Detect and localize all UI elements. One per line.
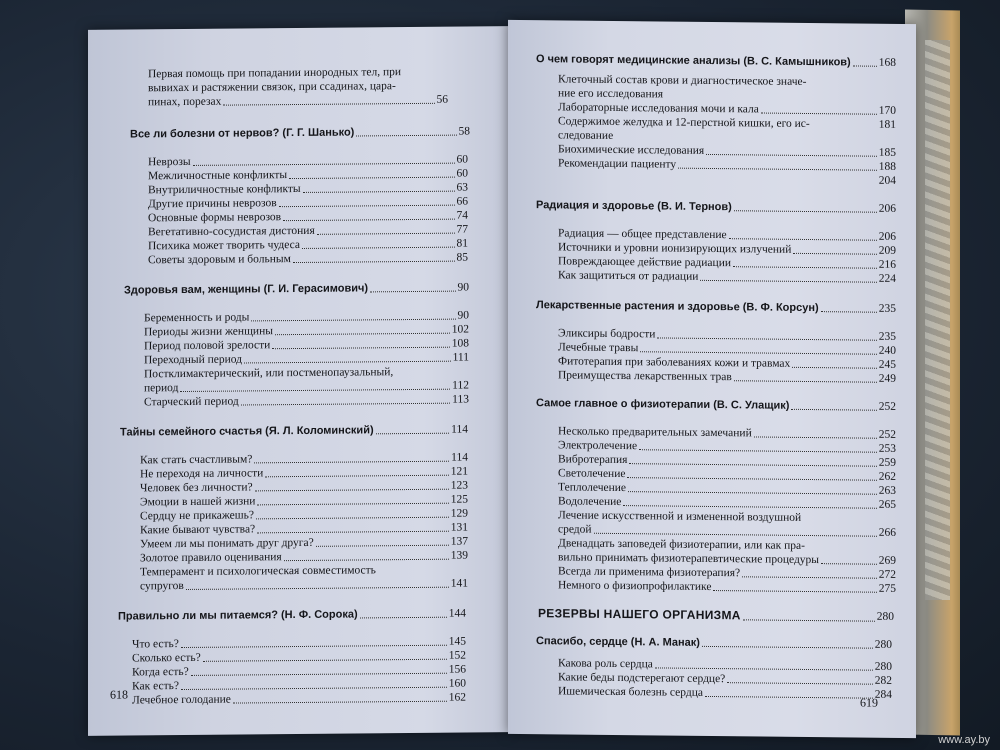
toc-leader-dots — [265, 475, 448, 478]
toc-entry — [148, 251, 468, 268]
toc-leader-dots — [627, 477, 876, 481]
toc-entry-page: 170 — [878, 104, 896, 117]
toc-entry-page: 181 — [878, 118, 896, 131]
toc-leader-dots — [370, 291, 455, 293]
toc-leader-dots — [191, 673, 447, 676]
toc-leader-dots — [251, 319, 455, 322]
toc-section-entry — [120, 423, 468, 440]
toc-entry-title: Основные формы неврозов — [148, 211, 282, 225]
toc-entry-page: 145 — [448, 635, 466, 648]
toc-entry-title: следование — [558, 129, 614, 142]
toc-entry-page: 272 — [878, 568, 896, 581]
toc-entry-title: Беременность и роды — [144, 311, 250, 325]
toc-entry-title: Как стать счастливым? — [140, 453, 253, 467]
toc-entry-page: 235 — [878, 302, 896, 315]
toc-entry-title: Источники и уровни ионизирующих излучений — [558, 241, 792, 256]
toc-entry-page: 85 — [456, 251, 468, 264]
toc-entry-page: 90 — [457, 309, 469, 322]
toc-leader-dots — [594, 533, 877, 537]
toc-leader-dots — [293, 261, 455, 263]
toc-entry-title: Электролечение — [558, 439, 638, 453]
toc-entry — [558, 368, 896, 386]
toc-entry-page: 77 — [456, 223, 468, 236]
toc-entry-title: Двенадцать заповедей физиотерапии, или как пра- — [558, 537, 805, 552]
toc-entry-title: Человек без личности? — [140, 481, 253, 495]
toc-entry-title: Какие беды подстерегают сердце? — [558, 671, 726, 686]
toc-entry-title: Что есть? — [132, 638, 179, 651]
toc-section-entry — [130, 124, 470, 141]
toc-leader-dots — [792, 367, 876, 369]
toc-leader-dots — [181, 687, 447, 690]
toc-leader-dots — [289, 177, 454, 179]
toc-entry-title: Не переходя на личности — [140, 467, 264, 481]
toc-leader-dots — [761, 113, 877, 115]
toc-entry-title: Другие причины неврозов — [148, 197, 277, 211]
toc-entry-title: Повреждающее действие радиации — [558, 255, 731, 270]
toc-entry — [558, 578, 896, 596]
toc-section-entry — [536, 52, 896, 70]
toc-leader-dots — [657, 337, 876, 340]
toc-leader-dots — [275, 333, 450, 336]
toc-entry-title: Клеточный состав крови и диагностическое значе- — [558, 73, 807, 88]
toc-leader-dots — [734, 380, 877, 382]
toc-entry-page: 113 — [452, 393, 469, 406]
toc-leader-dots — [257, 503, 448, 506]
toc-entry-page: 144 — [448, 607, 466, 620]
toc-leader-dots — [316, 545, 449, 547]
toc-entry — [558, 268, 896, 286]
toc-section-entry — [124, 281, 469, 298]
toc-entry-title: вильно принимать физиотерапевтические процедуры — [558, 551, 820, 567]
toc-leader-dots — [733, 266, 877, 269]
toc-entry-title: Светолечение — [558, 467, 626, 481]
toc-leader-dots — [713, 590, 876, 593]
toc-leader-dots — [655, 667, 873, 670]
toc-leader-dots — [256, 517, 449, 520]
toc-entry-title: Фитотерапия при заболеваниях кожи и травмах — [558, 355, 791, 370]
toc-leader-dots — [623, 505, 876, 509]
toc-entry — [144, 393, 469, 410]
toc-entry-page: 156 — [448, 663, 466, 676]
toc-leader-dots — [821, 563, 877, 565]
toc-entry-page: 56 — [436, 93, 448, 106]
toc-leader-dots — [186, 587, 449, 590]
toc-leader-dots — [734, 210, 877, 212]
toc-entry-title: Лечебное голодание — [132, 693, 231, 707]
toc-leader-dots — [793, 253, 876, 255]
toc-entry-page: 263 — [878, 484, 896, 497]
toc-leader-dots — [181, 645, 447, 648]
toc-entry-title: пинах, порезах — [148, 95, 222, 109]
toc-entry-page: 265 — [878, 498, 896, 511]
toc-leader-dots — [223, 103, 434, 106]
toc-leader-dots — [700, 280, 876, 283]
toc-entry-title: О чем говорят медицинские анализы (В. С. Камышников) — [536, 53, 851, 69]
toc-entry-page: 114 — [451, 423, 468, 436]
toc-entry-page: 209 — [878, 244, 896, 257]
toc-entry-title: Теплолечение — [558, 481, 627, 495]
toc-entry-title: Лечебные травы — [558, 341, 639, 355]
toc-entry-title: Какие бывают чувства? — [140, 523, 256, 537]
toc-leader-dots — [302, 247, 455, 249]
toc-entry-title: супругов — [140, 579, 184, 593]
toc-entry-page: 168 — [878, 56, 896, 69]
toc-leader-dots — [791, 409, 876, 411]
toc-entry — [558, 684, 892, 701]
toc-entry-page: 284 — [874, 688, 892, 701]
toc-leader-dots — [255, 489, 449, 492]
toc-entry-title: Умеем ли мы понимать друг друга? — [140, 536, 314, 551]
toc-leader-dots — [180, 389, 450, 392]
toc-leader-dots — [244, 361, 451, 364]
toc-entry-title: Содержимое желудка и 12-перстной кишки, его ис- — [558, 115, 810, 131]
toc-entry-title: Спасибо, сердце (Н. А. Манак) — [536, 635, 700, 649]
toc-leader-dots — [754, 436, 877, 438]
toc-leader-dots — [193, 163, 455, 166]
toc-leader-dots — [272, 347, 449, 350]
toc-entry-title: Периоды жизни женщины — [144, 325, 273, 339]
toc-entry-title: Несколько предварительных замечаний — [558, 425, 752, 440]
toc-leader-dots — [284, 559, 449, 561]
toc-entry-page: 216 — [878, 258, 896, 271]
toc-entry-page: 275 — [878, 582, 896, 595]
toc-leader-dots — [360, 617, 447, 619]
toc-section-entry — [536, 396, 896, 414]
right-page-number: 619 — [860, 695, 878, 710]
toc-entry-page: 123 — [450, 479, 468, 492]
toc-leader-dots — [639, 449, 877, 452]
toc-leader-dots — [628, 491, 877, 495]
toc-entry-page: 121 — [450, 465, 468, 478]
toc-entry-page: 81 — [456, 237, 468, 250]
toc-entry-page: 131 — [450, 521, 468, 534]
toc-entry-title: РЕЗЕРВЫ НАШЕГО ОРГАНИЗМА — [538, 606, 741, 623]
toc-section-entry — [536, 198, 896, 216]
toc-entry-title: Золотое правило оценивания — [140, 551, 282, 565]
toc-leader-dots — [702, 646, 873, 649]
toc-entry-title: Лекарственные растения и здоровье (В. Ф. Корсун) — [536, 299, 819, 315]
toc-entry-page: 125 — [450, 493, 468, 506]
toc-entry-title: Постклимактерический, или постменопаузальный, — [144, 366, 394, 381]
toc-entry-page: 188 — [878, 160, 896, 173]
toc-entry-title: Внутриличностные конфликты — [148, 182, 301, 197]
toc-entry-title: Ишемическая болезнь сердца — [558, 685, 703, 699]
toc-entry-title: Преимущества лекарственных трав — [558, 369, 732, 384]
toc-entry-title: средой — [558, 523, 592, 536]
toc-entry-title: Старческий период — [144, 395, 239, 409]
toc-entry-page: 262 — [878, 470, 896, 483]
toc-entry-title: ние его исследования — [558, 87, 664, 101]
toc-section-entry — [536, 298, 896, 316]
toc-leader-dots — [853, 65, 877, 66]
toc-leader-dots — [356, 135, 456, 137]
toc-entry-title: вывихах и растяжении связок, при ссадинах, цара- — [148, 80, 396, 95]
toc-entry-title: Всегда ли применима физиотерапия? — [558, 565, 741, 580]
toc-leader-dots — [678, 168, 877, 171]
toc-entry-page: 282 — [874, 674, 892, 687]
toc-entry-title: Советы здоровым и больным — [148, 253, 291, 267]
toc-leader-dots — [283, 219, 454, 221]
toc-entry-title: Когда есть? — [132, 665, 189, 679]
toc-entry-title: Как есть? — [132, 680, 179, 693]
toc-entry-page: 58 — [458, 125, 470, 138]
toc-entry-page: 259 — [878, 456, 896, 469]
toc-entry-title: Какова роль сердца — [558, 657, 653, 671]
toc-entry-title: Сколько есть? — [132, 651, 201, 665]
toc-leader-dots — [742, 576, 877, 578]
toc-entry-page: 114 — [451, 451, 468, 464]
toc-leader-dots — [376, 433, 450, 435]
toc-entry-page: 112 — [452, 379, 469, 392]
toc-section-entry — [118, 607, 466, 624]
toc-entry-title: Как защититься от радиации — [558, 269, 699, 283]
toc-entry-title: Правильно ли мы питаемся? (Н. Ф. Сорока) — [118, 608, 358, 623]
toc-entry-title: Темперамент и психологическая совместимость — [140, 564, 376, 579]
toc-entry — [132, 691, 466, 708]
toc-leader-dots — [254, 461, 449, 464]
toc-entry-title: Радиация — общее представление — [558, 227, 727, 242]
toc-entry-page: 102 — [451, 323, 469, 336]
toc-entry-page: 206 — [878, 202, 896, 215]
toc-leader-dots — [629, 463, 876, 467]
toc-entry-page: 74 — [456, 209, 468, 222]
toc-entry-page: 90 — [457, 281, 469, 294]
toc-section-entry — [536, 634, 892, 652]
toc-entry-page: 240 — [878, 344, 896, 357]
right-page — [508, 20, 916, 738]
toc-entry-page: 224 — [878, 272, 896, 285]
toc-entry-title: Переходный период — [144, 353, 243, 367]
toc-leader-dots — [706, 154, 877, 157]
toc-entry-page: 204 — [878, 174, 896, 187]
toc-leader-dots — [203, 659, 447, 662]
toc-leader-dots — [303, 191, 455, 193]
toc-entry — [140, 577, 468, 594]
toc-leader-dots — [317, 233, 455, 235]
toc-leader-dots — [743, 619, 875, 621]
toc-entry-page: 60 — [456, 153, 468, 166]
toc-entry-page: 252 — [878, 400, 896, 413]
toc-entry-title: Межличностные конфликты — [148, 169, 288, 183]
toc-entry-page: 129 — [450, 507, 468, 520]
toc-leader-dots — [821, 311, 877, 313]
toc-entry-title: Лабораторные исследования мочи и кала — [558, 101, 759, 116]
left-page-number: 618 — [110, 687, 128, 702]
toc-entry-title: Вибротерапия — [558, 453, 628, 467]
toc-leader-dots — [279, 205, 455, 208]
toc-entry-page: 249 — [878, 372, 896, 385]
toc-entry-page: 60 — [456, 167, 468, 180]
watermark: www.ay.by — [938, 734, 990, 746]
toc-leader-dots — [233, 701, 447, 704]
toc-entry-page: 185 — [878, 146, 896, 159]
toc-entry-page: 245 — [878, 358, 896, 371]
toc-entry-title: Самое главное о физиотерапии (В. С. Улащик) — [536, 397, 790, 412]
toc-leader-dots — [241, 403, 450, 406]
toc-entry — [538, 606, 894, 625]
toc-entry-title: Водолечение — [558, 495, 622, 509]
toc-entry-page: 66 — [456, 195, 468, 208]
toc-entry-page: 280 — [874, 660, 892, 673]
toc-leader-dots — [727, 682, 872, 685]
toc-entry-title: Биохимические исследования — [558, 143, 705, 157]
toc-entry-page: 63 — [456, 181, 468, 194]
toc-entry-page: 141 — [450, 577, 468, 590]
toc-entry-page: 108 — [451, 337, 469, 350]
toc-entry-page: 206 — [878, 230, 896, 243]
toc-entry-title: Радиация и здоровье (В. И. Тернов) — [536, 199, 732, 214]
toc-entry-title: Сердцу не прикажешь? — [140, 509, 254, 523]
toc-entry-title: Рекомендации пациенту — [558, 157, 677, 171]
toc-entry-page: 139 — [450, 549, 468, 562]
book-cover-pattern — [925, 40, 950, 600]
toc-entry-title: Тайны семейного счастья (Я. Л. Коломинский) — [120, 424, 374, 439]
left-page — [88, 26, 508, 736]
toc-entry-title: Психика может творить чудеса — [148, 238, 300, 253]
toc-entry-page: 253 — [878, 442, 896, 455]
toc-entry-page: 162 — [448, 691, 466, 704]
toc-entry-title: Вегетативно-сосудистая дистония — [148, 224, 315, 239]
toc-entry-title: Эмоции в нашей жизни — [140, 495, 256, 509]
toc-entry-page: 252 — [878, 428, 896, 441]
toc-entry-page: 269 — [878, 554, 896, 567]
toc-entry-page: 152 — [448, 649, 466, 662]
toc-leader-dots — [257, 531, 449, 534]
toc-entry-page: 160 — [448, 677, 466, 690]
toc-entry-page: 111 — [452, 351, 469, 364]
toc-entry — [558, 170, 896, 188]
toc-entry-title: Неврозы — [148, 155, 191, 169]
toc-entry-title: Лечение искусственной и измененной воздушной — [558, 509, 802, 524]
toc-entry-page: 280 — [874, 638, 892, 651]
toc-entry-title: Немного о физиопрофилактике — [558, 579, 712, 593]
toc-entry-title: Эликсиры бодрости — [558, 327, 656, 341]
toc-entry-page: 280 — [876, 610, 894, 623]
toc-entry-title: Первая помощь при попадании инородных тел, при — [148, 66, 402, 81]
toc-leader-dots — [729, 238, 877, 241]
toc-entry-title: Все ли болезни от нервов? (Г. Г. Шанько) — [130, 126, 355, 141]
toc-entry-page: 266 — [878, 526, 896, 539]
toc-leader-dots — [705, 696, 873, 699]
toc-entry-title: Здоровья вам, женщины (Г. И. Герасимович) — [124, 282, 369, 297]
toc-entry-title: Период половой зрелости — [144, 339, 271, 353]
toc-entry-page: 235 — [878, 330, 896, 343]
toc-entry-title: период — [144, 382, 179, 395]
toc-entry-page: 137 — [450, 535, 468, 548]
toc-leader-dots — [640, 351, 876, 354]
toc-entry — [148, 93, 448, 110]
